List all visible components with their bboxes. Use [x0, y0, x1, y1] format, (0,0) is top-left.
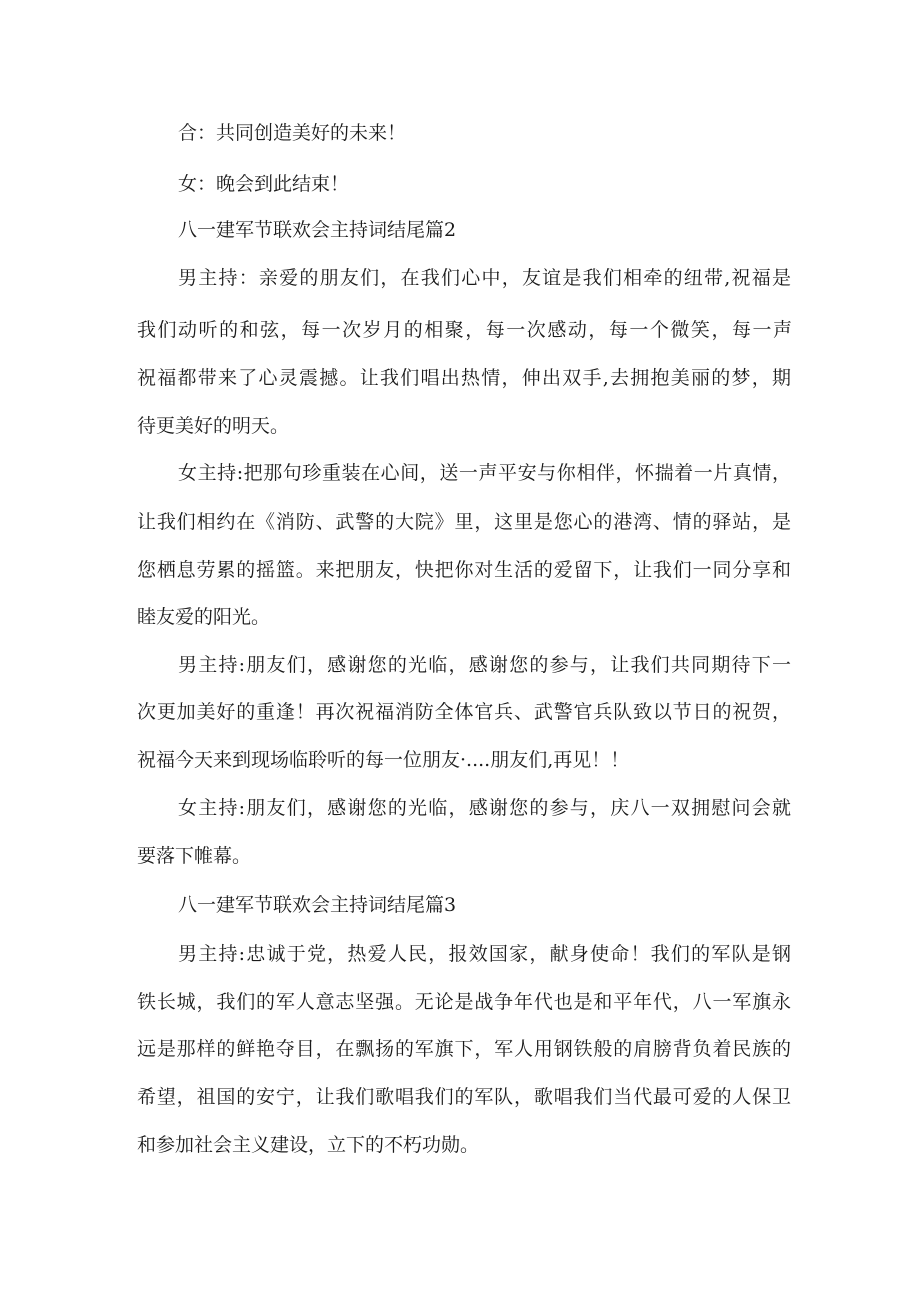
paragraph-line: 要落下帷幕。 [137, 845, 252, 867]
paragraph-line: 您栖息劳累的摇篮。来把朋友，快把你对生活的爱留下，让我们一同分享和 [137, 559, 791, 581]
paragraph-line: 祝福今天来到现场临聆听的每一位朋友·....朋友们,再见！！ [137, 749, 630, 771]
paragraph-line: 女主持:把那句珍重装在心间，送一声平安与你相伴，怀揣着一片真情， [178, 462, 791, 484]
paragraph-line: 男主持:忠诚于党，热爱人民，报效国家，献身使命！我们的军队是钢 [178, 943, 791, 965]
paragraph-line: 希望，祖国的安宁，让我们歌唱我们的军队，歌唱我们当代最可爱的人保卫 [137, 1086, 791, 1108]
closing-line-together: 合：共同创造美好的未来！ [178, 122, 407, 144]
paragraph-line: 铁长城，我们的军人意志坚强。无论是战争年代也是和平年代，八一军旗永 [137, 991, 791, 1013]
paragraph-line: 和参加社会主义建设，立下的不朽功勋。 [137, 1134, 480, 1156]
paragraph-line: 男主持：亲爱的朋友们，在我们心中，友谊是我们相牵的纽带,祝福是 [178, 267, 791, 289]
paragraph-line: 女主持:朋友们，感谢您的光临，感谢您的参与，庆八一双拥慰问会就 [178, 797, 791, 819]
section-heading-3: 八一建军节联欢会主持词结尾篇3 [178, 894, 457, 916]
paragraph-line: 让我们相约在《消防、武警的大院》里，这里是您心的港湾、情的驿站，是 [137, 511, 791, 533]
paragraph-line: 我们动听的和弦，每一次岁月的相聚，每一次感动，每一个微笑，每一声 [137, 319, 792, 341]
paragraph-line: 祝福都带来了心灵震撼。让我们唱出热情，伸出双手,去拥抱美丽的梦，期 [137, 367, 791, 389]
paragraph-line: 次更加美好的重逢！再次祝福消防全体官兵、武警官兵队致以节日的祝贺， [137, 701, 791, 723]
paragraph-line: 待更美好的明天。 [137, 415, 290, 437]
section-heading-2: 八一建军节联欢会主持词结尾篇2 [178, 219, 457, 241]
paragraph-line: 男主持:朋友们，感谢您的光临，感谢您的参与，让我们共同期待下一 [178, 654, 791, 676]
paragraph-line: 睦友爱的阳光。 [137, 606, 271, 628]
closing-line-female: 女：晚会到此结束！ [178, 173, 350, 195]
paragraph-line: 远是那样的鲜艳夺目，在飘扬的军旗下，军人用钢铁般的肩膀背负着民族的 [137, 1038, 791, 1060]
